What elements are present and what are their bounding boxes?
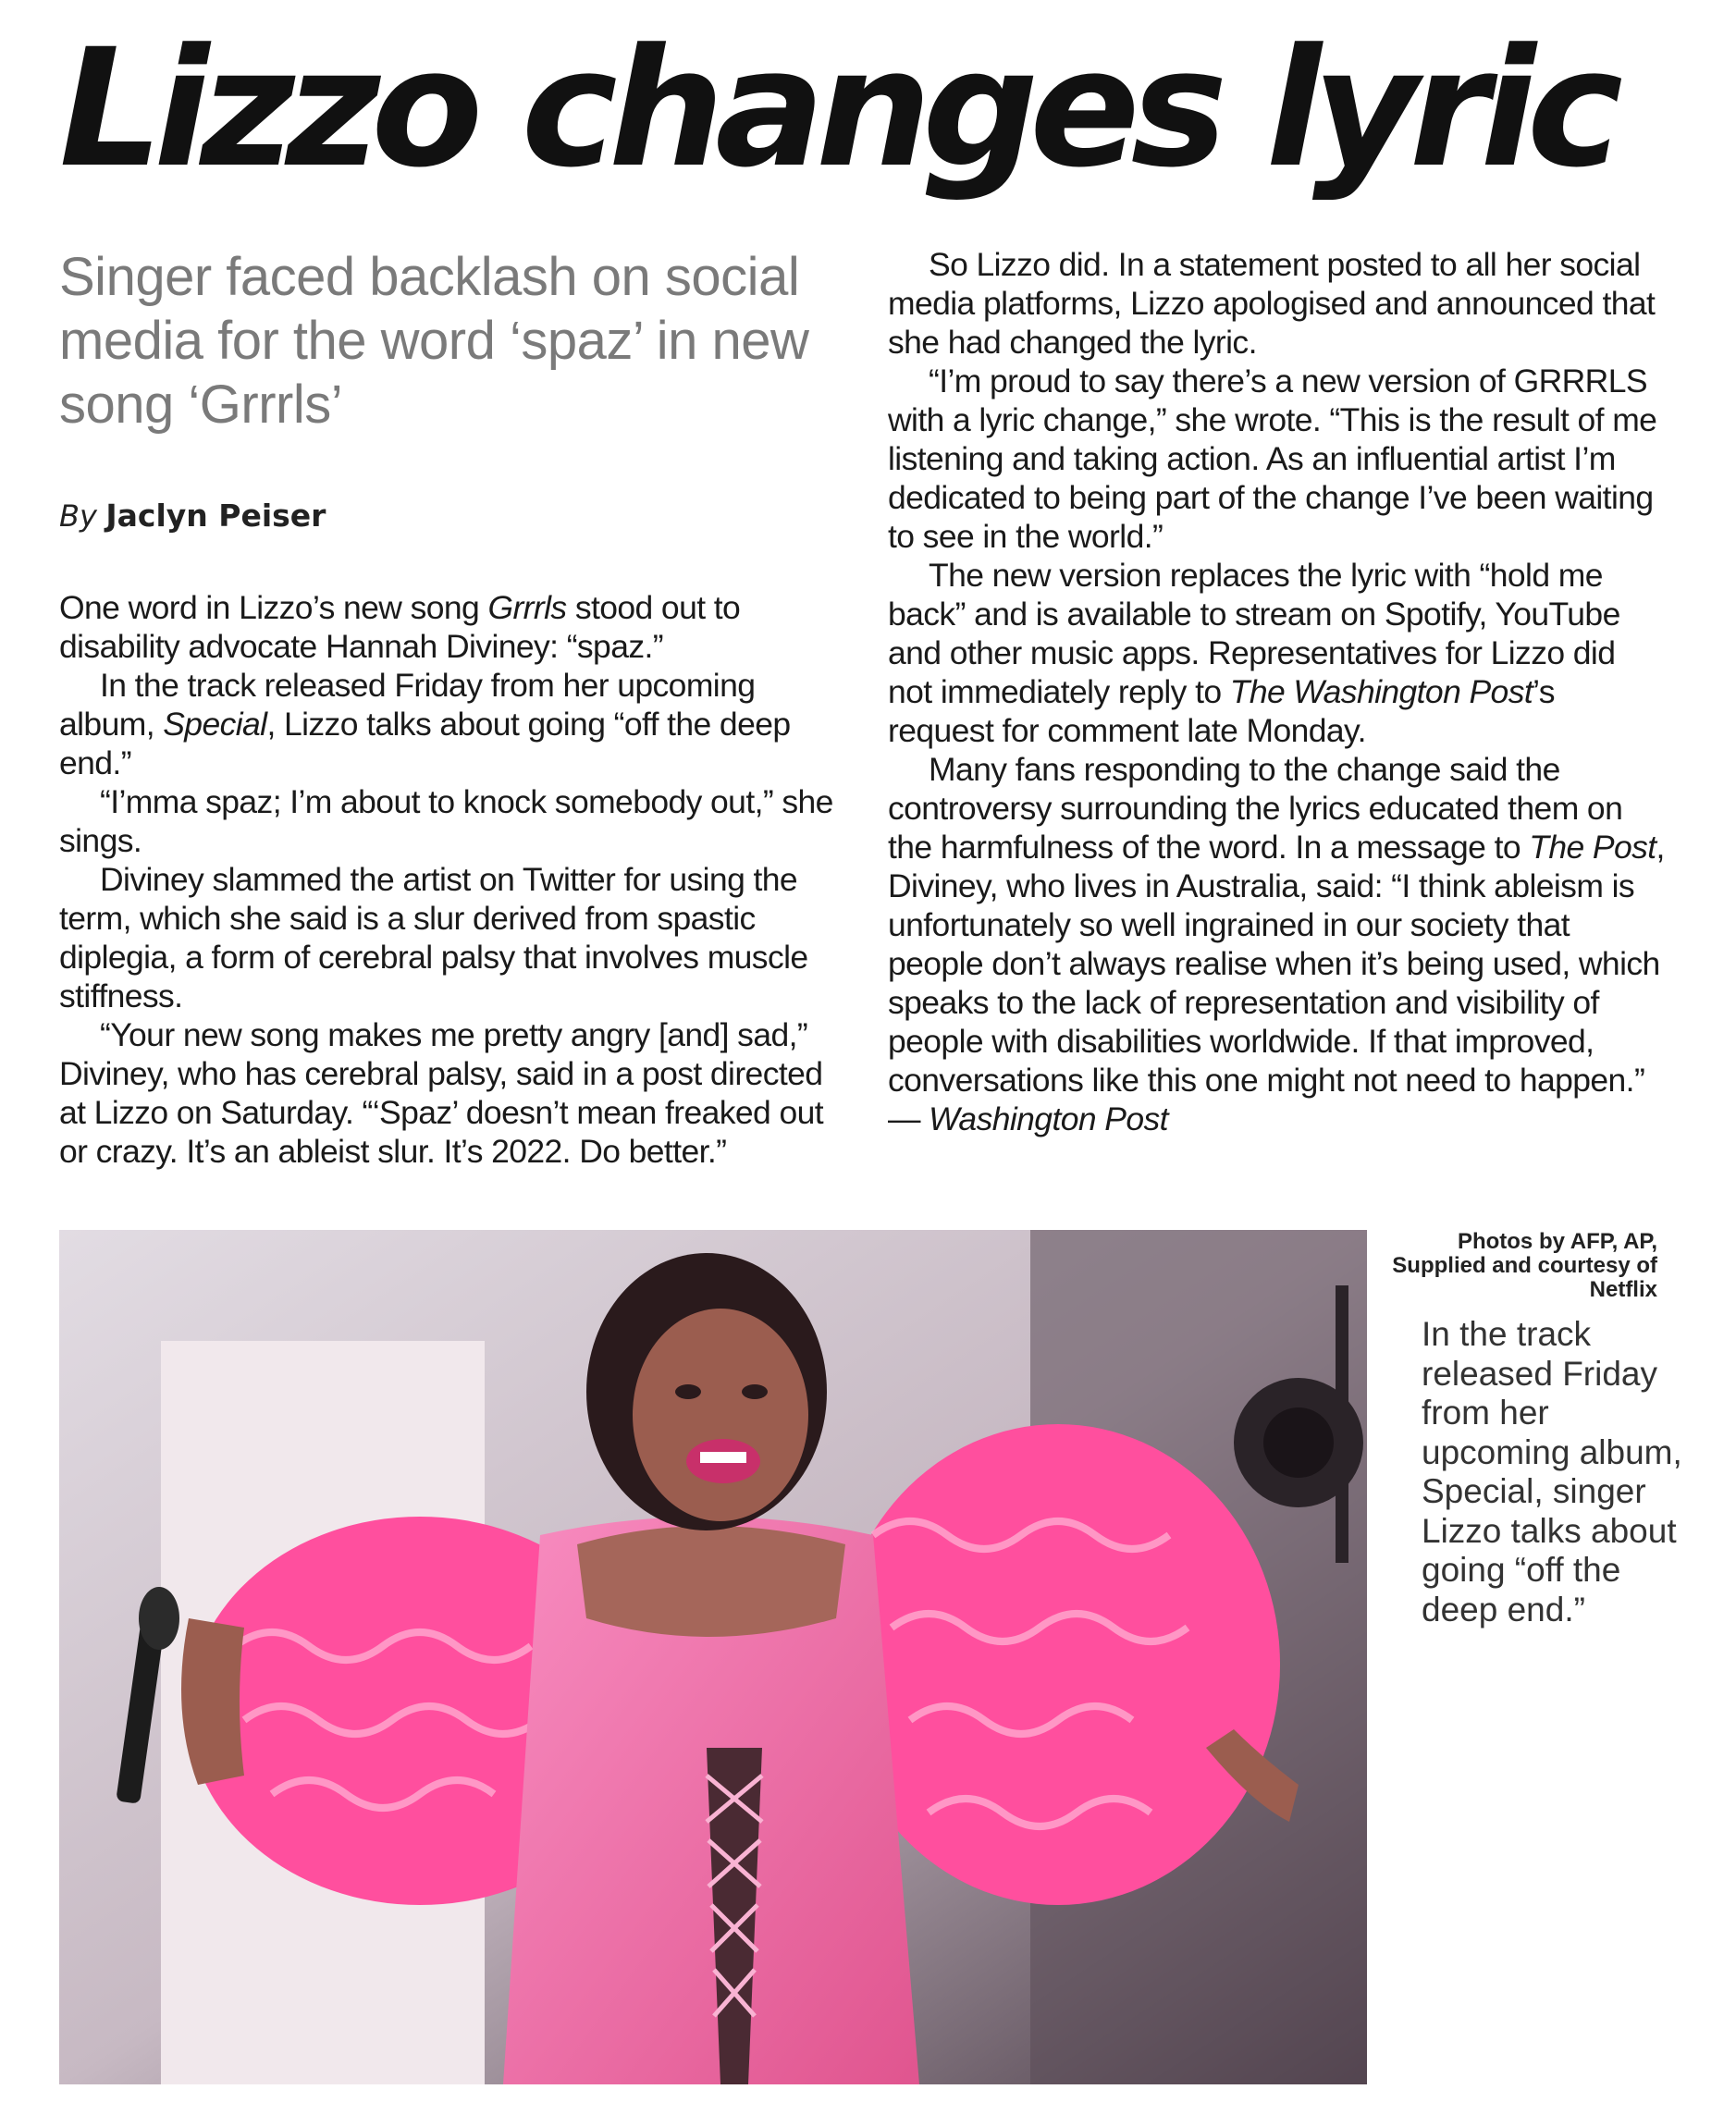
face xyxy=(633,1309,808,1521)
text-run: , Lizzo talks about going “off the deep end.” xyxy=(59,706,791,781)
paragraph: Diviney slammed the artist on Twitter for using the term, which she said is a slur derived from spastic diplegia, a form of cerebral palsy that involves muscle stiffness. xyxy=(59,861,808,1014)
text-run: One word in Lizzo’s new song xyxy=(59,589,488,626)
paragraph xyxy=(888,750,1665,1138)
photo-caption: In the track released Friday from her upcoming album, Special, singer Lizzo talks about going “off the deep end.” xyxy=(1422,1315,1682,1629)
left-column xyxy=(59,245,836,1171)
text-run: Many fans responding to the change said the controversy surrounding the lyrics educated them on the harmfulness of the word. In a message to xyxy=(888,751,1623,866)
source-credit: Washington Post xyxy=(929,1100,1168,1137)
publication-name: The Washington Post xyxy=(1229,673,1533,710)
camera-boom xyxy=(1336,1285,1348,1563)
standfirst: Singer faced backlash on social media for the word ‘spaz’ in new song ‘Grrrls’ xyxy=(59,247,809,435)
paragraph xyxy=(59,588,836,666)
paragraph: “I’m proud to say there’s a new version of GRRRLS with a lyric change,” she wrote. “This is the result of me listening and taking action. As an influential artist I’m dedicated to being part of the change I’ve been waiting to see in the world.” xyxy=(888,363,1657,555)
left-arm xyxy=(181,1618,244,1785)
author-name: Jaclyn Peiser xyxy=(105,498,326,534)
paragraph xyxy=(59,666,836,782)
right-column xyxy=(888,245,1665,1138)
eye-right xyxy=(742,1384,768,1399)
camera-lens xyxy=(1263,1407,1334,1478)
text-run: stood out to disability advocate Hannah Diviney: “spaz.” xyxy=(59,589,741,665)
shoulders xyxy=(577,1526,845,1637)
right-ruffle-sleeve xyxy=(836,1424,1280,1905)
paragraph: “Your new song makes me pretty angry [and] sad,” Diviney, who has cerebral palsy, said in a post directed at Lizzo on Saturday. “‘Spaz’ doesn’t mean freaked out or crazy. It’s an ableist slur. It’s 2022. Do better.” xyxy=(59,1016,824,1170)
text-run: , Diviney, who lives in Australia, said: “I think ableism is unfortunately so well ingrained in our society that people don’t always realise when it’s being used, which speaks to the lack of representation and visibility of people with disabilities worldwide. If that improved, conversations like this one might not need to happen.” — xyxy=(888,829,1665,1137)
photo-illustration xyxy=(59,1230,1367,2084)
lizzo-photo xyxy=(59,1230,1367,2084)
text-run: In the track released Friday from her upcoming album, xyxy=(59,667,756,743)
photo-credit: Photos by AFP, AP, Supplied and courtesy of Netflix xyxy=(1392,1229,1657,1302)
paragraph: “I’mma spaz; I’m about to knock somebody out,” she sings. xyxy=(59,783,833,859)
text-run: The new version replaces the lyric with “hold me back” and is available to stream on Spotify, YouTube and other music apps. Representatives for Lizzo did not immediately reply to xyxy=(888,557,1620,710)
headline: Lizzo changes lyric xyxy=(59,14,1615,203)
publication-name: The Post xyxy=(1529,829,1656,866)
byline-prefix: By xyxy=(59,498,97,534)
text-run: ’s request for comment late Monday. xyxy=(888,673,1555,749)
teeth xyxy=(700,1452,746,1463)
eye-left xyxy=(675,1384,701,1399)
paragraph xyxy=(888,556,1665,750)
byline xyxy=(59,498,836,535)
microphone-head xyxy=(139,1587,179,1650)
song-title: Grrrls xyxy=(487,589,567,626)
album-title: Special xyxy=(163,706,267,743)
paragraph: So Lizzo did. In a statement posted to all her social media platforms, Lizzo apologised and announced that she had changed the lyric. xyxy=(888,246,1656,361)
